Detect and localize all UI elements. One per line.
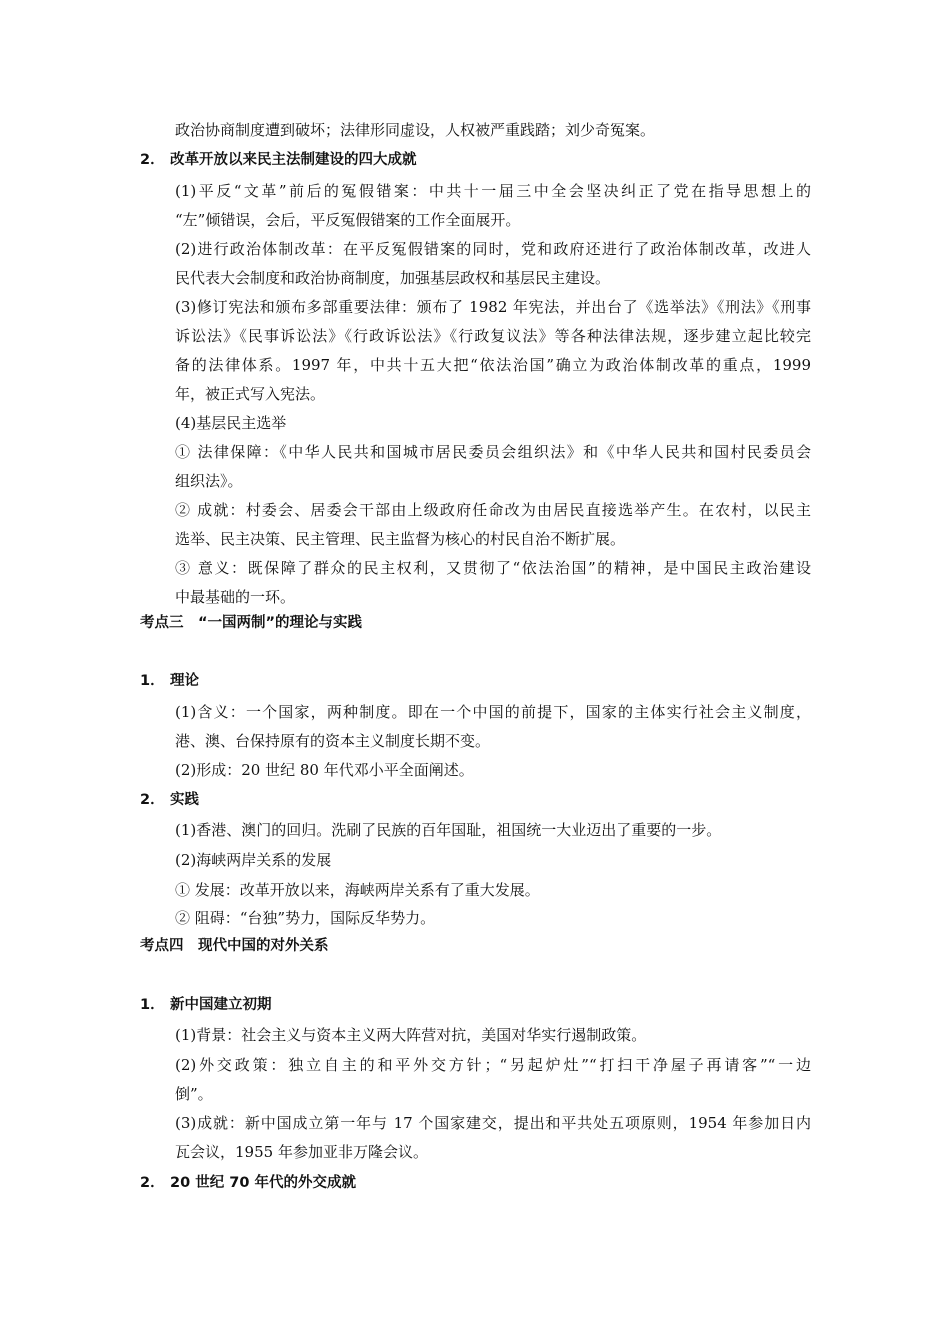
section-heading <box>140 150 417 170</box>
body-line: 选举、民主决策、民主管理、民主监督为核心的村民自治不断扩展。 <box>175 530 626 548</box>
body-line: “左”倾错误，会后，平反冤假错案的工作全面展开。 <box>175 211 521 229</box>
section-heading <box>140 1173 356 1193</box>
body-line: (3)修订宪法和颁布多部重要法律：颁布了 1982 年宪法，并出台了《选举法》《刑法》《刑事 <box>175 298 811 316</box>
body-line: 中最基础的一环。 <box>175 588 296 606</box>
section-heading <box>140 790 199 810</box>
heading-number: 2． <box>140 152 165 168</box>
body-line: (4)基层民主选举 <box>175 414 287 432</box>
heading-text: 实践 <box>170 792 199 808</box>
heading-text: 改革开放以来民主法制建设的四大成就 <box>170 152 417 168</box>
body-line: ① 法律保障：《中华人民共和国城市居民委员会组织法》和《中华人民共和国村民委员会 <box>175 443 811 461</box>
body-line: ② 阻碍：“台独”势力，国际反华势力。 <box>175 909 436 927</box>
body-line: 瓦会议，1955 年参加亚非万隆会议。 <box>175 1143 428 1161</box>
topic-heading: 考点四 现代中国的对外关系 <box>140 938 329 954</box>
section-heading <box>140 671 199 691</box>
body-line: ① 发展：改革开放以来，海峡两岸关系有了重大发展。 <box>175 881 540 899</box>
body-line: 组织法》。 <box>175 472 243 490</box>
body-line: (2)外交政策：独立自主的和平外交方针；“另起炉灶”“打扫干净屋子再请客”“一边 <box>175 1056 811 1074</box>
heading-number: 1． <box>140 997 165 1013</box>
body-line: 备的法律体系。1997 年，中共十五大把“依法治国”确立为政治体制改革的重点，1999 <box>175 356 811 374</box>
body-line: ③ 意义：既保障了群众的民主权利，又贯彻了“依法治国”的精神，是中国民主政治建设 <box>175 559 811 577</box>
topic-heading: 考点三 “一国两制”的理论与实践 <box>140 615 363 631</box>
body-line: (1)背景：社会主义与资本主义两大阵营对抗，美国对华实行遏制政策。 <box>175 1026 647 1044</box>
heading-text: 新中国建立初期 <box>170 997 272 1013</box>
body-line: 年，被正式写入宪法。 <box>175 385 326 403</box>
body-line: (3)成就：新中国成立第一年与 17 个国家建交，提出和平共处五项原则，1954 年参加日内 <box>175 1114 811 1132</box>
body-line: (1)含义：一个国家，两种制度。即在一个中国的前提下，国家的主体实行社会主义制度， <box>175 703 811 721</box>
body-line: 诉讼法》《民事诉讼法》《行政诉讼法》《行政复议法》等各种法律法规，逐步建立起比较完 <box>175 327 811 345</box>
heading-number: 1． <box>140 673 165 689</box>
body-line: ② 成就：村委会、居委会干部由上级政府任命改为由居民直接选举产生。在农村，以民主 <box>175 501 811 519</box>
body-line: (1)平反“文革”前后的冤假错案：中共十一届三中全会坚决纠正了党在指导思想上的 <box>175 182 811 200</box>
section-heading <box>140 995 272 1015</box>
body-line: 民代表大会制度和政治协商制度，加强基层政权和基层民主建设。 <box>175 269 611 287</box>
body-line: (2)进行政治体制改革：在平反冤假错案的同时，党和政府还进行了政治体制改革，改进人 <box>175 240 811 258</box>
heading-text: 20 世纪 70 年代的外交成就 <box>170 1175 356 1191</box>
heading-number: 2． <box>140 1175 165 1191</box>
body-line: 港、澳、台保持原有的资本主义制度长期不变。 <box>175 732 491 750</box>
heading-number: 2． <box>140 792 165 808</box>
body-line: 倒”。 <box>175 1085 213 1103</box>
body-line: 政治协商制度遭到破坏；法律形同虚设，人权被严重践踏；刘少奇冤案。 <box>175 121 656 139</box>
body-line: (2)形成：20 世纪 80 年代邓小平全面阐述。 <box>175 761 474 779</box>
body-line: (2)海峡两岸关系的发展 <box>175 851 332 869</box>
heading-text: 理论 <box>170 673 199 689</box>
body-line: (1)香港、澳门的回归。洗刷了民族的百年国耻，祖国统一大业迈出了重要的一步。 <box>175 821 722 839</box>
